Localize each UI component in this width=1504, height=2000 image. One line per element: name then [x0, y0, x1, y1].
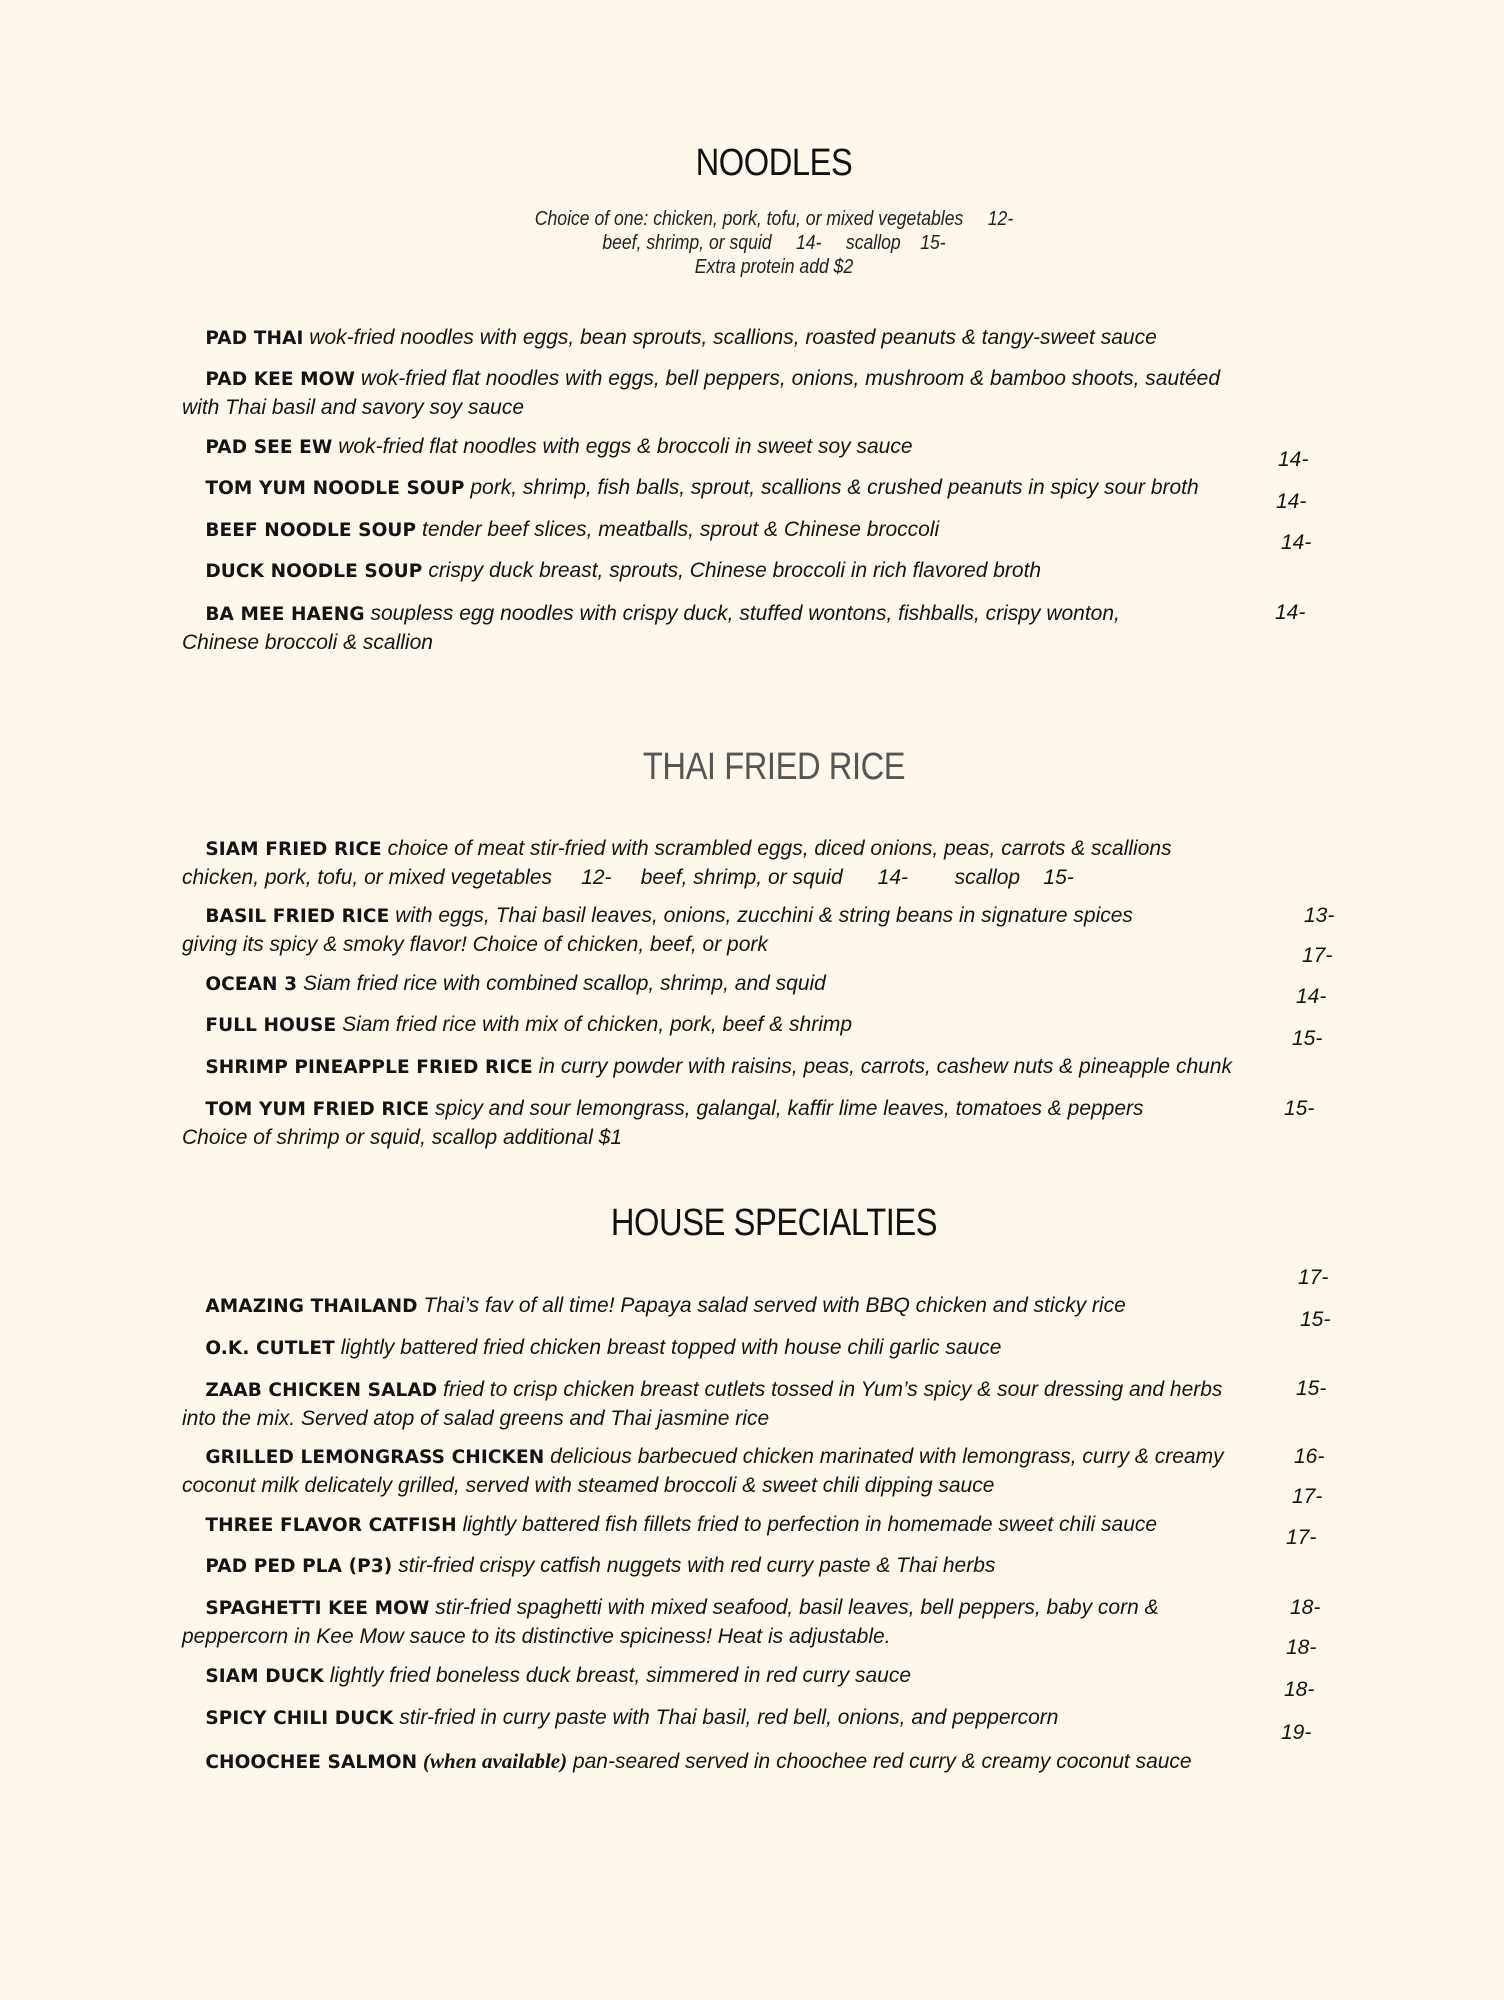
protein-choice-note: [93, 207, 1455, 279]
item-name: O.K. CUTLET: [205, 1338, 335, 1359]
item-price: 14-: [1275, 601, 1306, 624]
item-name: DUCK NOODLE SOUP: [205, 561, 423, 582]
item-price: 13-: [1304, 904, 1335, 927]
item-price: 18-: [1290, 1596, 1321, 1619]
item-description-line2: coconut milk delicately grilled, served with steamed broccoli & sweet chili dipping sauce: [182, 1474, 995, 1497]
item-description: soupless egg noodles with crispy duck, stuffed wontons, fishballs, crispy wonton,: [370, 602, 1120, 625]
item-description: fried to crisp chicken breast cutlets tossed in Yum’s spicy & sour dressing and herbs: [443, 1378, 1223, 1401]
choice-line: Choice of one: chicken, pork, tofu, or mixed vegetables 12-: [534, 208, 1014, 230]
item-description: stir-fried in curry paste with Thai basil, red bell, onions, and peppercorn: [399, 1706, 1059, 1729]
item-description-line2: into the mix. Served atop of salad greens and Thai jasmine rice: [182, 1407, 770, 1430]
item-price: 17-: [1302, 944, 1333, 967]
item-description: wok-fried flat noodles with eggs & broccoli in sweet soy sauce: [338, 435, 913, 458]
item-description: in curry powder with raisins, peas, carrots, cashew nuts & pineapple chunk: [538, 1055, 1232, 1078]
item-name: OCEAN 3: [205, 974, 298, 995]
section-title-noodles: NOODLES: [695, 142, 853, 184]
item-description: lightly battered fried chicken breast topped with house chili garlic sauce: [340, 1336, 1002, 1359]
item-name: SIAM FRIED RICE: [205, 839, 382, 860]
item-description: lightly battered fish fillets fried to perfection in homemade sweet chili sauce: [462, 1513, 1158, 1536]
item-price: 18-: [1286, 1636, 1317, 1659]
item-description: wok-fried flat noodles with eggs, bell peppers, onions, mushroom & bamboo shoots, sautéed: [360, 367, 1221, 390]
item-description: pork, shrimp, fish balls, sprout, scallions & crushed peanuts in spicy sour broth: [470, 476, 1199, 499]
item-price: 14-: [1296, 985, 1327, 1008]
item-description: crispy duck breast, sprouts, Chinese broccoli in rich flavored broth: [428, 559, 1042, 582]
item-description-line2: peppercorn in Kee Mow sauce to its distinctive spiciness! Heat is adjustable.: [182, 1625, 891, 1648]
item-name: ZAAB CHICKEN SALAD: [205, 1380, 438, 1401]
item-price: 15-: [1284, 1097, 1315, 1120]
item-price: 19-: [1281, 1721, 1312, 1744]
item-description: Thai’s fav of all time! Papaya salad served with BBQ chicken and sticky rice: [423, 1294, 1126, 1317]
item-price: 14-: [1281, 531, 1312, 554]
item-description: delicious barbecued chicken marinated with lemongrass, curry & creamy: [550, 1445, 1224, 1468]
item-description: pan-seared served in choochee red curry & creamy coconut sauce: [572, 1750, 1192, 1773]
item-name: SPAGHETTI KEE MOW: [205, 1598, 430, 1619]
choice-line: beef, shrimp, or squid 14- scallop 15-: [602, 232, 946, 254]
item-description: stir-fried crispy catfish nuggets with red curry paste & Thai herbs: [398, 1554, 996, 1577]
item-description-line2: Choice of shrimp or squid, scallop additional $1: [182, 1126, 623, 1149]
item-name: FULL HOUSE: [205, 1015, 337, 1036]
menu-item-ba-mee-haeng: [182, 572, 1362, 685]
item-price: 17-: [1292, 1485, 1323, 1508]
item-price: 16-: [1294, 1445, 1325, 1468]
item-description: spicy and sour lemongrass, galangal, kaffir lime leaves, tomatoes & peppers: [435, 1097, 1144, 1120]
item-description: Siam fried rice with mix of chicken, pork, beef & shrimp: [342, 1013, 853, 1036]
item-description: lightly fried boneless duck breast, simmered in red curry sauce: [329, 1664, 912, 1687]
item-name: AMAZING THAILAND: [205, 1296, 418, 1317]
item-price: 17-: [1298, 1266, 1329, 1289]
item-description: Siam fried rice with combined scallop, shrimp, and squid: [302, 972, 826, 995]
item-description: stir-fried spaghetti with mixed seafood, basil leaves, bell peppers, baby corn &: [435, 1596, 1159, 1619]
item-name: SPICY CHILI DUCK: [205, 1708, 394, 1729]
item-name: PAD THAI: [205, 328, 304, 349]
menu-item-choochee-salmon: [182, 1719, 1362, 1805]
item-description: tender beef slices, meatballs, sprout & Chinese broccoli: [422, 518, 940, 541]
section-title-thai-fried-rice: THAI FRIED RICE: [642, 746, 906, 788]
item-availability-note: (when available): [423, 1749, 568, 1773]
item-name: GRILLED LEMONGRASS CHICKEN: [205, 1447, 545, 1468]
item-name: CHOOCHEE SALMON: [205, 1752, 418, 1773]
item-description-line2: Chinese broccoli & scallion: [182, 631, 433, 654]
item-name: SHRIMP PINEAPPLE FRIED RICE: [205, 1057, 533, 1078]
item-price: 15-: [1296, 1377, 1327, 1400]
item-name: PAD SEE EW: [205, 437, 333, 458]
item-description-line2: chicken, pork, tofu, or mixed vegetables 12- beef, shrimp, or squid 14- scallop 15-: [182, 866, 1074, 889]
item-name: PAD KEE MOW: [205, 369, 356, 390]
item-name: TOM YUM NOODLE SOUP: [205, 478, 465, 499]
item-name: BA MEE HAENG: [205, 604, 365, 625]
item-price: 14-: [1278, 448, 1309, 471]
item-description: wok-fried noodles with eggs, bean sprouts, scallions, roasted peanuts & tangy-sweet sauce: [309, 326, 1157, 349]
item-price: 15-: [1292, 1027, 1323, 1050]
item-name: TOM YUM FRIED RICE: [205, 1099, 430, 1120]
item-description-line2: giving its spicy & smoky flavor! Choice of chicken, beef, or pork: [182, 933, 768, 956]
item-name: BEEF NOODLE SOUP: [205, 520, 417, 541]
section-title-house-specialties: HOUSE SPECIALTIES: [610, 1202, 938, 1244]
choice-line: Extra protein add $2: [694, 256, 854, 278]
item-name: BASIL FRIED RICE: [205, 906, 390, 927]
item-name: THREE FLAVOR CATFISH: [205, 1515, 457, 1536]
menu-item-tom-yum-fried-rice: [182, 1067, 1362, 1180]
item-name: SIAM DUCK: [205, 1666, 324, 1687]
item-price: 15-: [1300, 1308, 1331, 1331]
item-description-line2: with Thai basil and savory soy sauce: [182, 396, 524, 419]
item-description: with eggs, Thai basil leaves, onions, zucchini & string beans in signature spices: [395, 904, 1133, 927]
item-price: 17-: [1286, 1526, 1317, 1549]
item-description: choice of meat stir-fried with scrambled eggs, diced onions, peas, carrots & scallions: [387, 837, 1172, 860]
item-price: 18-: [1284, 1678, 1315, 1701]
item-name: PAD PED PLA (P3): [205, 1556, 393, 1577]
item-price: 14-: [1276, 490, 1307, 513]
